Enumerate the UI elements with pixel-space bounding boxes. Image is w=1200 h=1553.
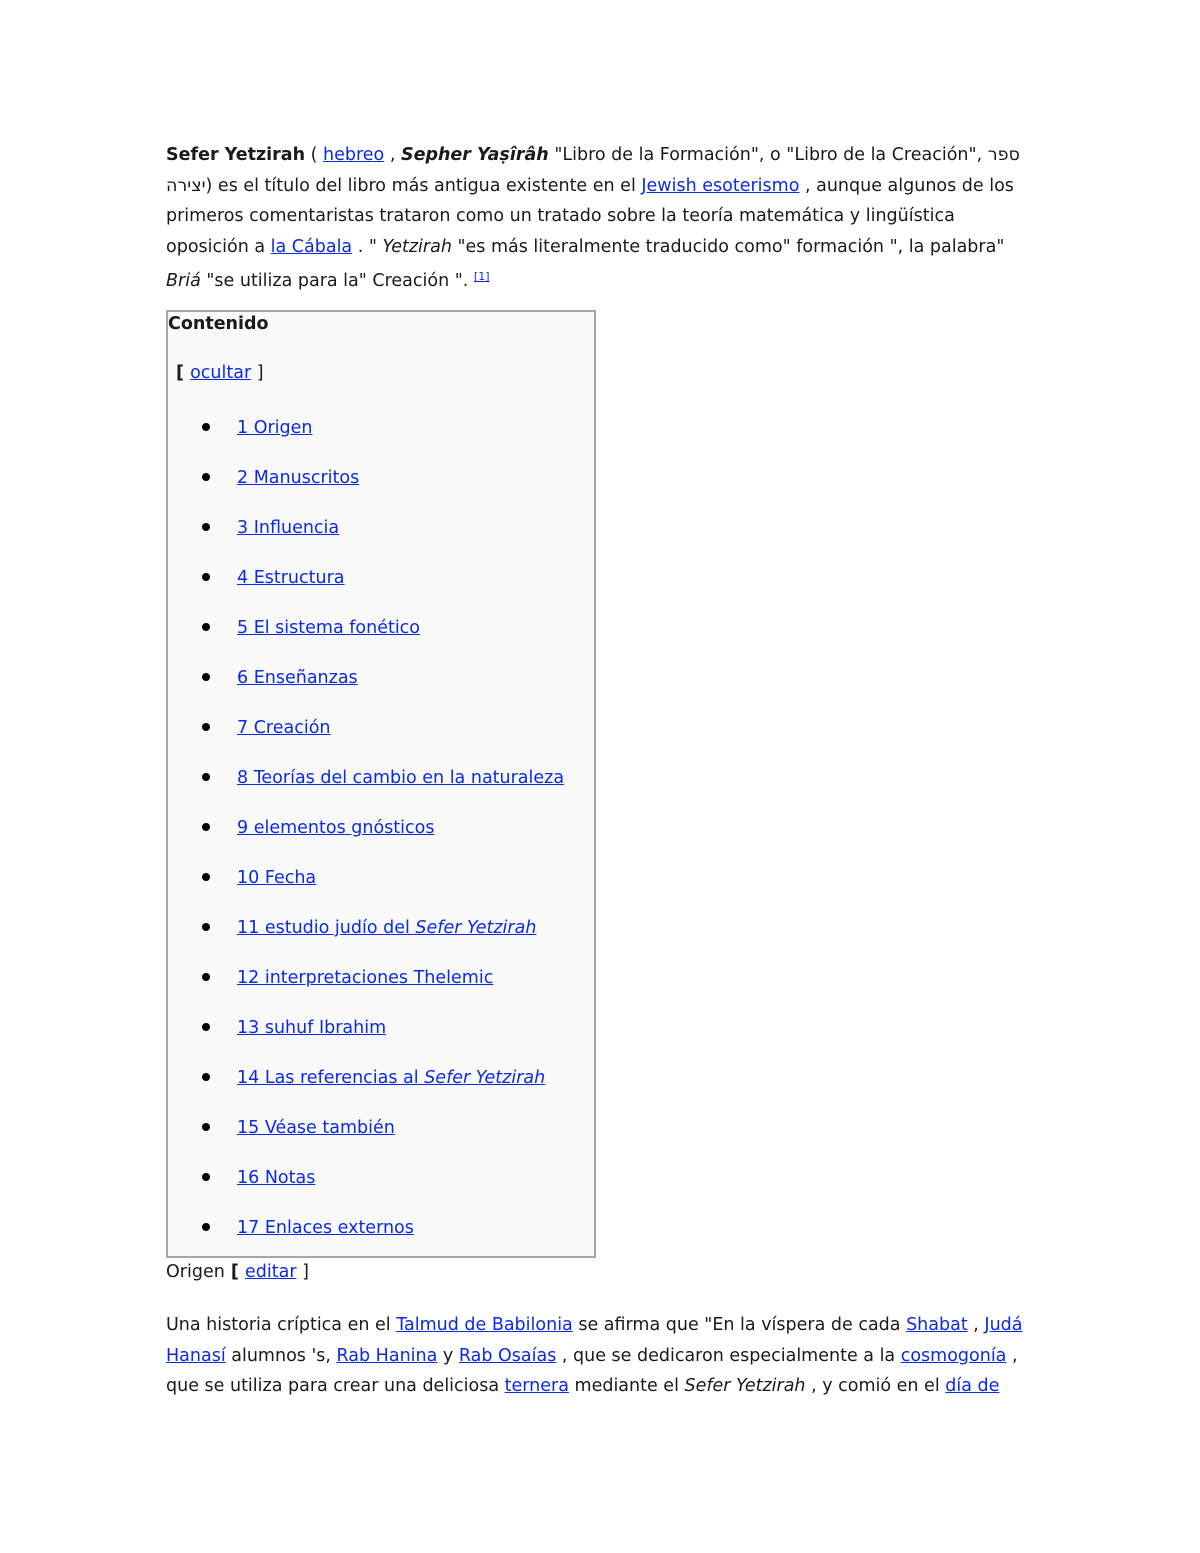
toc-link[interactable]: 11 estudio judío del Sefer Yetzirah xyxy=(237,918,537,938)
bullet-icon xyxy=(202,1073,210,1081)
bullet-icon xyxy=(202,623,210,631)
toc-link[interactable]: 16 Notas xyxy=(237,1168,316,1188)
bullet-icon xyxy=(202,823,210,831)
toc-item xyxy=(168,753,594,803)
toc-item xyxy=(168,653,594,703)
toc-item xyxy=(168,1053,594,1103)
toc-toggle: [ ocultar ] xyxy=(176,363,264,383)
toc-link[interactable]: 1 Origen xyxy=(237,418,313,438)
bullet-icon xyxy=(202,1223,210,1231)
hebrew-title: ספר יצירה xyxy=(166,145,1020,196)
toc-item xyxy=(168,453,594,503)
article-title: Sefer Yetzirah xyxy=(166,145,306,165)
toc-title: Contenido xyxy=(168,314,269,334)
toc-link[interactable]: 6 Enseñanzas xyxy=(237,668,358,688)
link-shabat[interactable]: Shabat xyxy=(906,1315,968,1335)
bullet-icon xyxy=(202,973,210,981)
bullet-icon xyxy=(202,673,210,681)
link-juda-hanasi[interactable]: Judá Hanasí xyxy=(166,1315,1023,1366)
toc-link[interactable]: 8 Teorías del cambio en la naturaleza xyxy=(237,768,565,788)
link-rab-hanina[interactable]: Rab Hanina xyxy=(336,1345,438,1366)
bullet-icon xyxy=(202,423,210,431)
link-cosmogonia[interactable]: cosmogonía xyxy=(900,1345,1007,1366)
link-dia-de[interactable]: día de xyxy=(945,1376,1000,1396)
toc-item xyxy=(168,803,594,853)
toc-item xyxy=(168,603,594,653)
toc-item xyxy=(168,503,594,553)
toc-link[interactable]: 17 Enlaces externos xyxy=(237,1218,414,1238)
toc-item xyxy=(168,853,594,903)
bullet-icon xyxy=(202,573,210,581)
bullet-icon xyxy=(202,873,210,881)
toc-item xyxy=(168,1203,594,1253)
transliteration: Sepher Yaṣîrâh xyxy=(400,145,549,165)
link-hebreo[interactable]: hebreo xyxy=(323,145,385,165)
toc-link[interactable]: 4 Estructura xyxy=(237,568,345,588)
toc-link[interactable]: 13 suhuf Ibrahim xyxy=(237,1018,387,1038)
toc-item xyxy=(168,703,594,753)
toc-item xyxy=(168,1103,594,1153)
toc-item xyxy=(168,553,594,603)
toc-link[interactable]: 12 interpretaciones Thelemic xyxy=(237,968,494,988)
toc-link[interactable]: 9 elementos gnósticos xyxy=(237,818,435,838)
toc-item xyxy=(168,953,594,1003)
toc-item xyxy=(168,1003,594,1053)
section-heading-origen: Origen [ editar ] xyxy=(166,1262,309,1282)
bullet-icon xyxy=(202,1023,210,1031)
table-of-contents xyxy=(166,310,596,1258)
link-talmud[interactable]: Talmud de Babilonia xyxy=(396,1315,573,1335)
toc-link[interactable]: 15 Véase también xyxy=(237,1118,395,1138)
intro-paragraph: Sefer Yetzirah ( hebreo , Sepher Yaṣîrâh "Libro de la Formación", o "Libro de la Creación", ספר יצירה) es el título del libro más antigua existente en el Jewish esoterismo , aunque algunos de los primeros comentaristas trataron como un tratado sobre la teoría matemática y lingüística oposición a la Cábala . " Yetzirah "es más literalmente traducido como" formación ", la palabra" Briá "se utiliza para la" Creación ". [1] xyxy=(166,145,1020,291)
bullet-icon xyxy=(202,923,210,931)
link-cabala[interactable]: la Cábala xyxy=(270,236,353,257)
link-jewish-esoterismo[interactable]: Jewish esoterismo xyxy=(641,175,800,196)
link-ternera[interactable]: ternera xyxy=(504,1376,569,1396)
toc-link[interactable]: 2 Manuscritos xyxy=(237,468,360,488)
bullet-icon xyxy=(202,723,210,731)
toc-list xyxy=(168,403,594,1253)
bullet-icon xyxy=(202,523,210,531)
toc-link[interactable]: 3 Influencia xyxy=(237,518,340,538)
toc-link[interactable]: 7 Creación xyxy=(237,718,331,738)
bullet-icon xyxy=(202,1173,210,1181)
edit-section-link[interactable]: editar xyxy=(245,1262,297,1282)
toc-item xyxy=(168,1153,594,1203)
bullet-icon xyxy=(202,1123,210,1131)
toc-item xyxy=(168,403,594,453)
toc-link[interactable]: 10 Fecha xyxy=(237,868,317,888)
toc-link[interactable]: 5 El sistema fonético xyxy=(237,618,421,638)
toc-item xyxy=(168,903,594,953)
reference-1-link[interactable]: [1] xyxy=(473,270,490,283)
bullet-icon xyxy=(202,473,210,481)
bullet-icon xyxy=(202,773,210,781)
toc-link[interactable]: 14 Las referencias al Sefer Yetzirah xyxy=(237,1068,546,1088)
origen-paragraph: Una historia críptica en el Talmud de Babilonia se afirma que "En la víspera de cada Shabat , Judá Hanasí alumnos 's, Rab Hanina y Rab Osaías , que se dedicaron especialmente a la cosmogonía , que se utiliza para crear una deliciosa ternera mediante el Sefer Yetzirah , y comió en el día de xyxy=(166,1315,1023,1396)
link-rab-osaias[interactable]: Rab Osaías xyxy=(458,1345,557,1366)
article-intro xyxy=(166,140,1036,297)
toc-hide-link[interactable]: ocultar xyxy=(190,363,252,383)
